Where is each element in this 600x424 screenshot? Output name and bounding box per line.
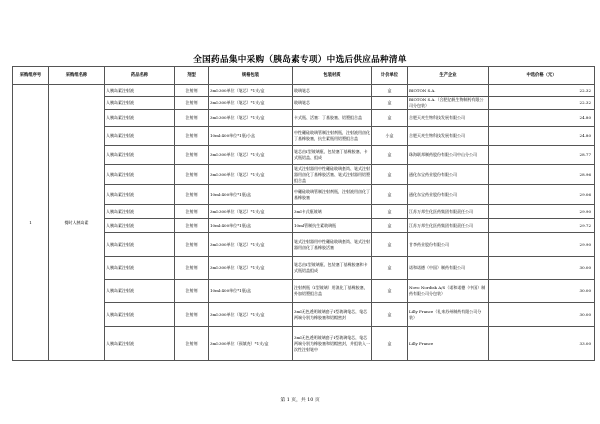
pricing-unit-cell: 盒 [372, 280, 408, 303]
packaging-material-cell: 笔式注射器用中性硼硅玻璃套筒、笔式注射器用卤化丁基橡胶活塞 [293, 233, 372, 257]
drug-name-cell: 人胰岛素注射液 [105, 185, 175, 205]
price-cell: 24.80 [489, 127, 595, 146]
drug-name-cell: 人胰岛素注射液 [105, 127, 175, 146]
manufacturer-cell: Lilly France [408, 327, 489, 361]
spec-cell: 10ml:400单位*1瓶/小盒 [209, 127, 293, 146]
packaging-material-cell: 笔芯由Ⅰ型玻璃瓶、包装塞丁基橡胶塞、卡式瓶铝盖、组成 [293, 146, 372, 165]
column-header: 剂型 [175, 67, 209, 85]
column-header: 中选价格（元） [489, 67, 595, 85]
table-header-row [13, 67, 595, 85]
spec-cell: 10ml:400单位*1瓶/盒 [209, 185, 293, 205]
packaging-material-cell: 玻璃笔芯 [293, 85, 372, 97]
packaging-material-cell: 10ml管制抗生素玻璃瓶 [293, 219, 372, 233]
price-cell: 28.96 [489, 165, 595, 185]
pricing-unit-cell: 盒 [372, 97, 408, 110]
price-cell: 29.90 [489, 233, 595, 257]
column-header: 采购组名称 [49, 67, 105, 85]
manufacturer-cell: 江苏万邦生化医药集团有限责任公司 [408, 205, 489, 219]
spec-cell: 3ml:300单位（笔芯）*1支/盒 [209, 205, 293, 219]
dosage-form-cell: 注射剂 [175, 165, 209, 185]
group-name-cell: 餐时人胰岛素 [49, 85, 105, 361]
manufacturer-cell: 通化东宝药业股份有限公司 [408, 165, 489, 185]
drug-name-cell: 人胰岛素注射液 [105, 233, 175, 257]
column-header: 包装材质 [293, 67, 372, 85]
manufacturer-cell: 甘李药业股份有限公司 [408, 233, 489, 257]
spec-cell: 3ml:300单位（笔芯）*1支/盒 [209, 233, 293, 257]
product-table [12, 66, 595, 361]
dosage-form-cell: 注射剂 [175, 85, 209, 97]
spec-cell: 3ml:300单位（笔芯）*1支/盒 [209, 146, 293, 165]
pricing-unit-cell: 盒 [372, 233, 408, 257]
spec-cell: 10ml:400单位*1瓶/盒 [209, 219, 293, 233]
drug-name-cell: 人胰岛素注射液 [105, 110, 175, 127]
packaging-material-cell: 笔式注射器用中性硼硅玻璃套筒、笔式注射器用卤化丁基橡胶活塞、笔式注射器用铝塑组合盖 [294, 165, 370, 183]
manufacturer-cell: 通化东宝药业股份有限公司 [408, 185, 489, 205]
spec-cell: 3ml:300单位（预填充）*1支/盒 [209, 327, 293, 361]
drug-name-cell: 人胰岛素注射液 [105, 280, 175, 303]
pricing-unit-cell: 盒 [372, 110, 408, 127]
spec-cell: 3ml:300单位（笔芯）*1支/盒 [209, 303, 293, 327]
pricing-unit-cell: 小盒 [372, 127, 408, 146]
dosage-form-cell: 注射剂 [175, 303, 209, 327]
packaging-material-cell: 中硼硅玻璃管制注射剂瓶，注射液用卤化丁基橡胶塞 [293, 185, 372, 205]
drug-name-cell: 人胰岛素注射液 [105, 205, 175, 219]
price-cell: 29.90 [489, 205, 595, 219]
price-cell: 24.80 [489, 110, 595, 127]
column-header: 药品名称 [105, 67, 175, 85]
dosage-form-cell: 注射剂 [175, 233, 209, 257]
dosage-form-cell: 注射剂 [175, 97, 209, 110]
drug-name-cell: 人胰岛素注射液 [105, 85, 175, 97]
price-cell: 22.32 [489, 97, 595, 110]
manufacturer-cell: BIOTON S.A. [408, 85, 489, 97]
price-cell: 29.06 [489, 185, 595, 205]
manufacturer-cell: Lilly France（礼来苏州制药有限公司分装） [408, 303, 489, 327]
dosage-form-cell: 注射剂 [175, 110, 209, 127]
price-cell: 30.00 [489, 303, 595, 327]
dosage-form-cell: 注射剂 [175, 257, 209, 280]
drug-name-cell: 人胰岛素注射液 [105, 257, 175, 280]
manufacturer-cell: Novo Nordisk A/S（诺和诺德（中国）制药有限公司分包装） [408, 280, 489, 303]
manufacturer-cell: 诺和诺德（中国）制药有限公司 [408, 257, 489, 280]
pricing-unit-cell: 盒 [372, 327, 408, 361]
spec-cell: 3ml:300单位（笔芯）*1支/盒 [209, 165, 293, 185]
pricing-unit-cell: 盒 [372, 219, 408, 233]
price-cell: 30.00 [489, 280, 595, 303]
pricing-unit-cell: 盒 [372, 85, 408, 97]
packaging-material-cell: 卡式瓶、活塞：丁基胶塞、铝塑组合盖 [293, 110, 372, 127]
spec-cell: 3ml:300单位（笔芯）*1支/盒 [209, 85, 293, 97]
column-header: 生产企业 [408, 67, 489, 85]
drug-name-cell: 人胰岛素注射液 [105, 303, 175, 327]
packaging-material-cell: 3ml无色透明玻璃套子Ⅰ型玻璃笔芯，笔芯两端分别为橡胶塞和铝帽密封，并组装入一次性注射笔中 [293, 327, 372, 361]
packaging-material-cell: 中性硼硅玻璃管制注射剂瓶，注射液用卤化丁基橡胶塞，抗生素瓶用铝塑组合盖 [293, 127, 372, 146]
price-cell: 30.00 [489, 257, 595, 280]
pricing-unit-cell: 盒 [372, 257, 408, 280]
spec-cell: 3ml:300单位（笔芯）*1支/盒 [209, 97, 293, 110]
price-cell: 28.77 [489, 146, 595, 165]
pricing-unit-cell: 盒 [372, 165, 408, 185]
column-header: 规格包装 [209, 67, 293, 85]
manufacturer-cell: 合肥天麦生物科技发展有限公司 [408, 127, 489, 146]
dosage-form-cell: 注射剂 [175, 127, 209, 146]
price-cell: 22.32 [489, 85, 595, 97]
dosage-form-cell: 注射剂 [175, 280, 209, 303]
column-header: 计价单位 [372, 67, 408, 85]
packaging-material-cell: 3ml无色透明玻璃套子Ⅰ型玻璃笔芯，笔芯两端分别为橡胶塞和铝帽密封 [293, 303, 372, 327]
drug-name-cell: 人胰岛素注射液 [105, 219, 175, 233]
dosage-form-cell: 注射剂 [175, 327, 209, 361]
packaging-material-cell: 注射剂瓶（I型玻璃）用溴化丁基橡胶塞，外加铝塑组合盖 [293, 280, 372, 303]
page-title: 全国药品集中采购（胰岛素专项）中选后供应品种清单 [193, 55, 407, 65]
manufacturer-cell: 江苏万邦生化医药集团有限责任公司 [408, 219, 489, 233]
pricing-unit-cell: 盒 [372, 146, 408, 165]
drug-name-cell: 人胰岛素注射液 [105, 165, 175, 185]
dosage-form-cell: 注射剂 [175, 219, 209, 233]
pricing-unit-cell: 盒 [372, 205, 408, 219]
group-number-cell: 1 [13, 85, 49, 361]
pricing-unit-cell: 盒 [372, 185, 408, 205]
table-body [13, 85, 595, 361]
page-footer: 第 1 页，共 10 页 [280, 398, 320, 403]
spec-cell: 10ml:400单位*1瓶/盒 [209, 280, 293, 303]
dosage-form-cell: 注射剂 [175, 146, 209, 165]
packaging-material-cell: 3ml卡式瓶玻璃 [293, 205, 372, 219]
packaging-material-cell: 玻璃笔芯 [293, 97, 372, 110]
drug-name-cell: 人胰岛素注射液 [105, 327, 175, 361]
price-cell: 33.00 [489, 327, 595, 361]
dosage-form-cell: 注射剂 [175, 185, 209, 205]
manufacturer-cell: BIOTON S.A.（合肥亿帆生物制药有限公司分包装） [408, 97, 489, 110]
manufacturer-cell: 合肥天麦生物科技发展有限公司 [408, 110, 489, 127]
drug-name-cell: 人胰岛素注射液 [105, 97, 175, 110]
table-row [13, 85, 595, 97]
packaging-material-cell: 笔芯由Ⅰ型玻璃瓶、包装塞丁基橡胶塞和卡式瓶铝盖组成 [293, 257, 372, 280]
manufacturer-cell: 珠海联邦制药股份有限公司中山分公司 [408, 146, 489, 165]
spec-cell: 3ml:300单位（笔芯）*1支/盒 [209, 257, 293, 280]
spec-cell: 3ml:300单位（笔芯）*1支/盒 [209, 110, 293, 127]
dosage-form-cell: 注射剂 [175, 205, 209, 219]
drug-name-cell: 人胰岛素注射液 [105, 146, 175, 165]
price-cell: 29.72 [489, 219, 595, 233]
column-header: 采购组序号 [13, 67, 49, 85]
pricing-unit-cell: 盒 [372, 303, 408, 327]
